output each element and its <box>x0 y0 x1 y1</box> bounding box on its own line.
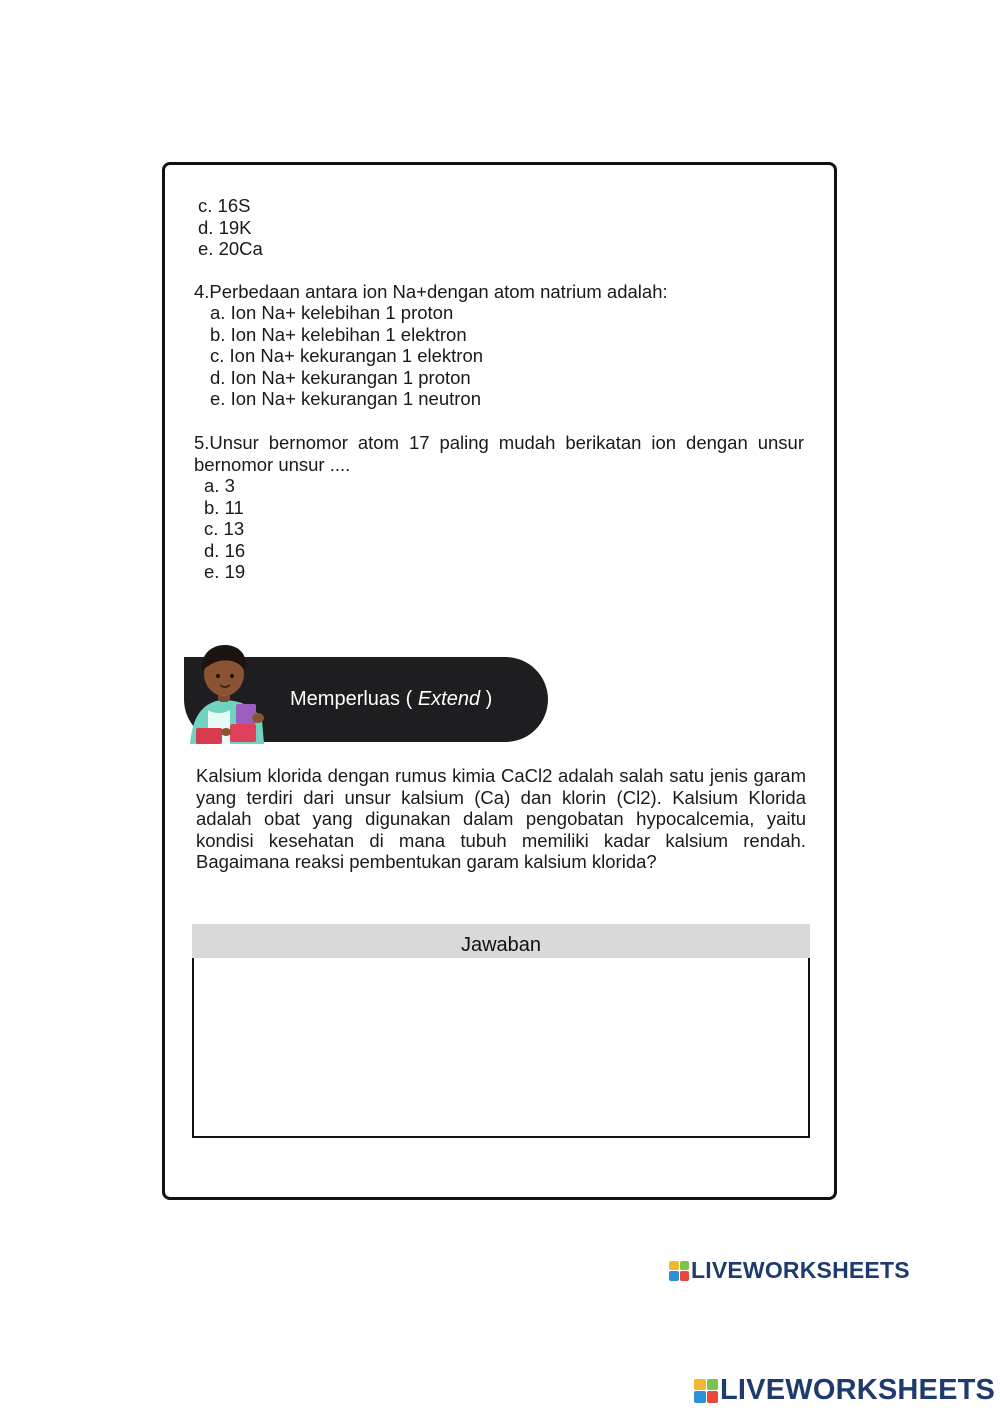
section-title-prefix: Memperluas ( <box>290 688 418 710</box>
option: d. 19K <box>198 216 252 238</box>
question5-options <box>204 475 245 583</box>
brand-text: LIVEWORKSHEETS <box>720 1374 996 1406</box>
option: c. 16S <box>198 195 251 216</box>
option: c. 13 <box>204 518 245 539</box>
answer-input-box[interactable] <box>192 958 810 1138</box>
option: e. 20Ca <box>198 238 263 259</box>
answer-header: Jawaban <box>192 924 810 966</box>
option: b. Ion Na+ kelebihan 1 elektron <box>210 323 467 345</box>
section-title-suffix: ) <box>480 688 493 710</box>
section-title <box>290 686 492 712</box>
option: b. 11 <box>204 496 244 518</box>
option: e. Ion Na+ kekurangan 1 neutron <box>210 388 482 409</box>
liveworksheets-logo-icon <box>694 1379 718 1403</box>
question5-stem: 5.Unsur bernomor atom 17 paling mudah berikatan ion dengan unsur bernomor unsur .... <box>194 432 804 475</box>
brand-text: LIVEWORKSHEETS <box>691 1257 910 1283</box>
student-character-illustration <box>180 640 280 746</box>
option: a. Ion Na+ kelebihan 1 proton <box>210 302 454 323</box>
option: c. Ion Na+ kekurangan 1 elektron <box>210 345 484 366</box>
question3-options <box>198 195 263 260</box>
liveworksheets-logo-icon <box>669 1261 689 1281</box>
question4-stem: 4.Perbedaan antara ion Na+dengan atom natrium adalah: <box>194 281 668 302</box>
liveworksheets-brand-footer <box>694 1374 995 1407</box>
option: d. 16 <box>204 539 246 561</box>
option: e. 19 <box>204 561 246 582</box>
section-title-italic: Extend <box>417 688 481 710</box>
extend-paragraph: Kalsium klorida dengan rumus kimia CaCl2 adalah salah satu jenis garam yang terdiri dari unsur kalsium (Ca) dan klorin (Cl2). Kalsium Klorida adalah obat yang digunakan dalam pengobatan hypocalcemia, yaitu kondisi kesehatan di mana tubuh memiliki kadar kalsium rendah. Bagaimana reaksi pembentukan garam kalsium klorida? <box>196 765 806 872</box>
option: d. Ion Na+ kekurangan 1 proton <box>210 366 471 388</box>
option: a. 3 <box>204 475 235 496</box>
liveworksheets-brand <box>669 1257 910 1284</box>
question4-options <box>210 302 483 410</box>
